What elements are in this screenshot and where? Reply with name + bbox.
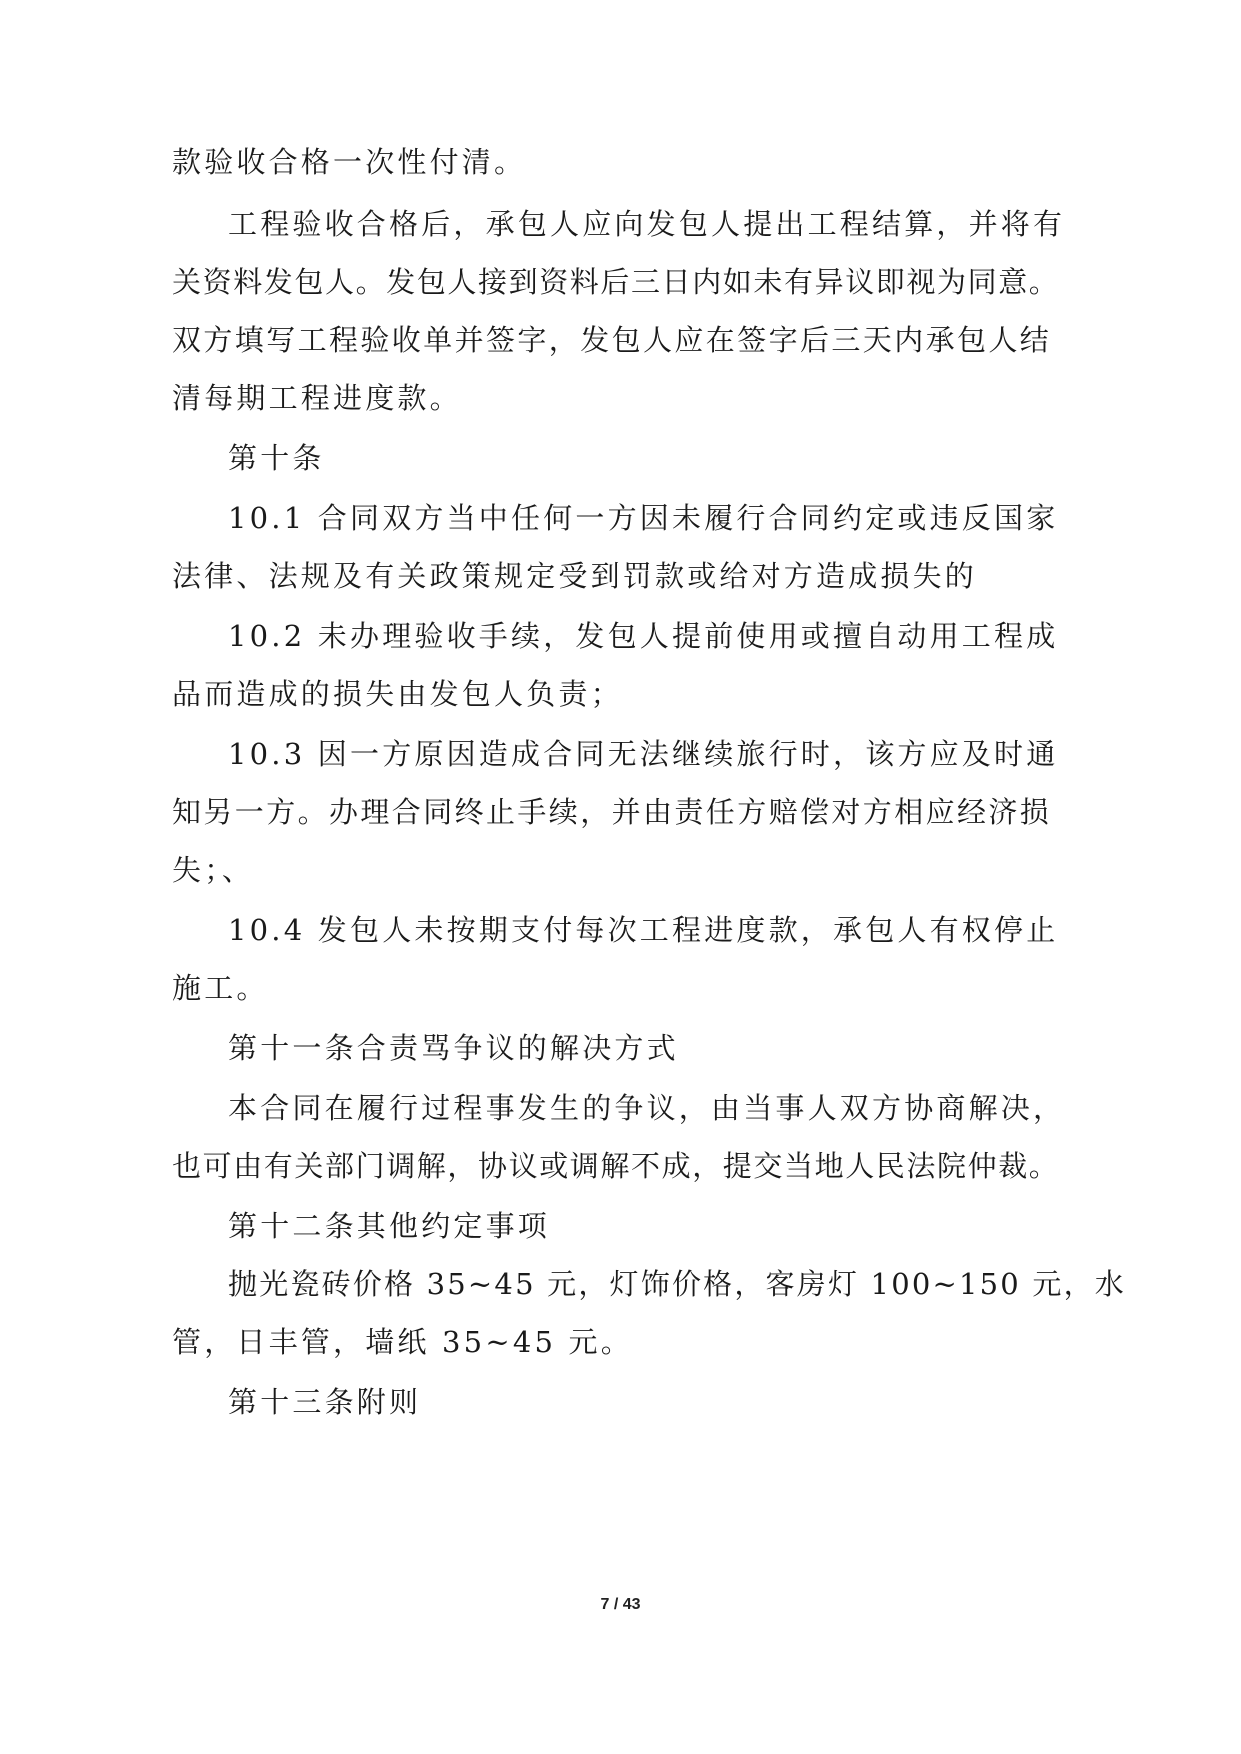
text-line: 管，日丰管，墙纸 35~45 元。 <box>172 1325 633 1359</box>
text-line: 知另一方。办理合同终止手续，并由责任方赔偿对方相应经济损 <box>172 795 1052 829</box>
section-heading: 第十二条其他约定事项 <box>228 1209 551 1243</box>
paragraph-start: 工程验收合格后，承包人应向发包人提出工程结算，并将有 <box>228 207 1066 241</box>
paragraph-start: 本合同在履行过程事发生的争议，由当事人双方协商解决， <box>228 1091 1066 1125</box>
text-line: 清每期工程进度款。 <box>172 381 462 415</box>
text-line: 施工。 <box>172 971 269 1005</box>
text-line: 关资料发包人。发包人接到资料后三日内如未有异议即视为同意。 <box>172 265 1060 299</box>
clause-10-1: 10.1 合同双方当中任何一方因未履行合同约定或违反国家 <box>228 501 1059 535</box>
clause-10-4: 10.4 发包人未按期支付每次工程进度款，承包人有权停止 <box>228 913 1059 947</box>
text-line: 款验收合格一次性付清。 <box>172 145 527 179</box>
section-heading: 第十条 <box>228 441 325 475</box>
section-heading: 第十三条附则 <box>228 1385 422 1419</box>
clause-10-3: 10.3 因一方原因造成合同无法继续旅行时，该方应及时通 <box>228 737 1059 771</box>
clause-10-2: 10.2 未办理验收手续，发包人提前使用或擅自动用工程成 <box>228 619 1059 653</box>
text-line: 双方填写工程验收单并签字，发包人应在签字后三天内承包人结 <box>172 323 1052 357</box>
section-heading: 第十一条合责骂争议的解决方式 <box>228 1031 679 1065</box>
page-number: 7 / 43 <box>600 1596 641 1613</box>
text-line: 法律、法规及有关政策规定受到罚款或给对方造成损失的 <box>172 559 978 593</box>
text-line: 品而造成的损失由发包人负责； <box>172 677 623 711</box>
paragraph-start: 抛光瓷砖价格 35~45 元，灯饰价格，客房灯 100~150 元，水 <box>228 1267 1126 1301</box>
text-line: 失；、 <box>172 853 255 887</box>
text-line: 也可由有关部门调解，协议或调解不成，提交当地人民法院仲裁。 <box>172 1149 1060 1183</box>
